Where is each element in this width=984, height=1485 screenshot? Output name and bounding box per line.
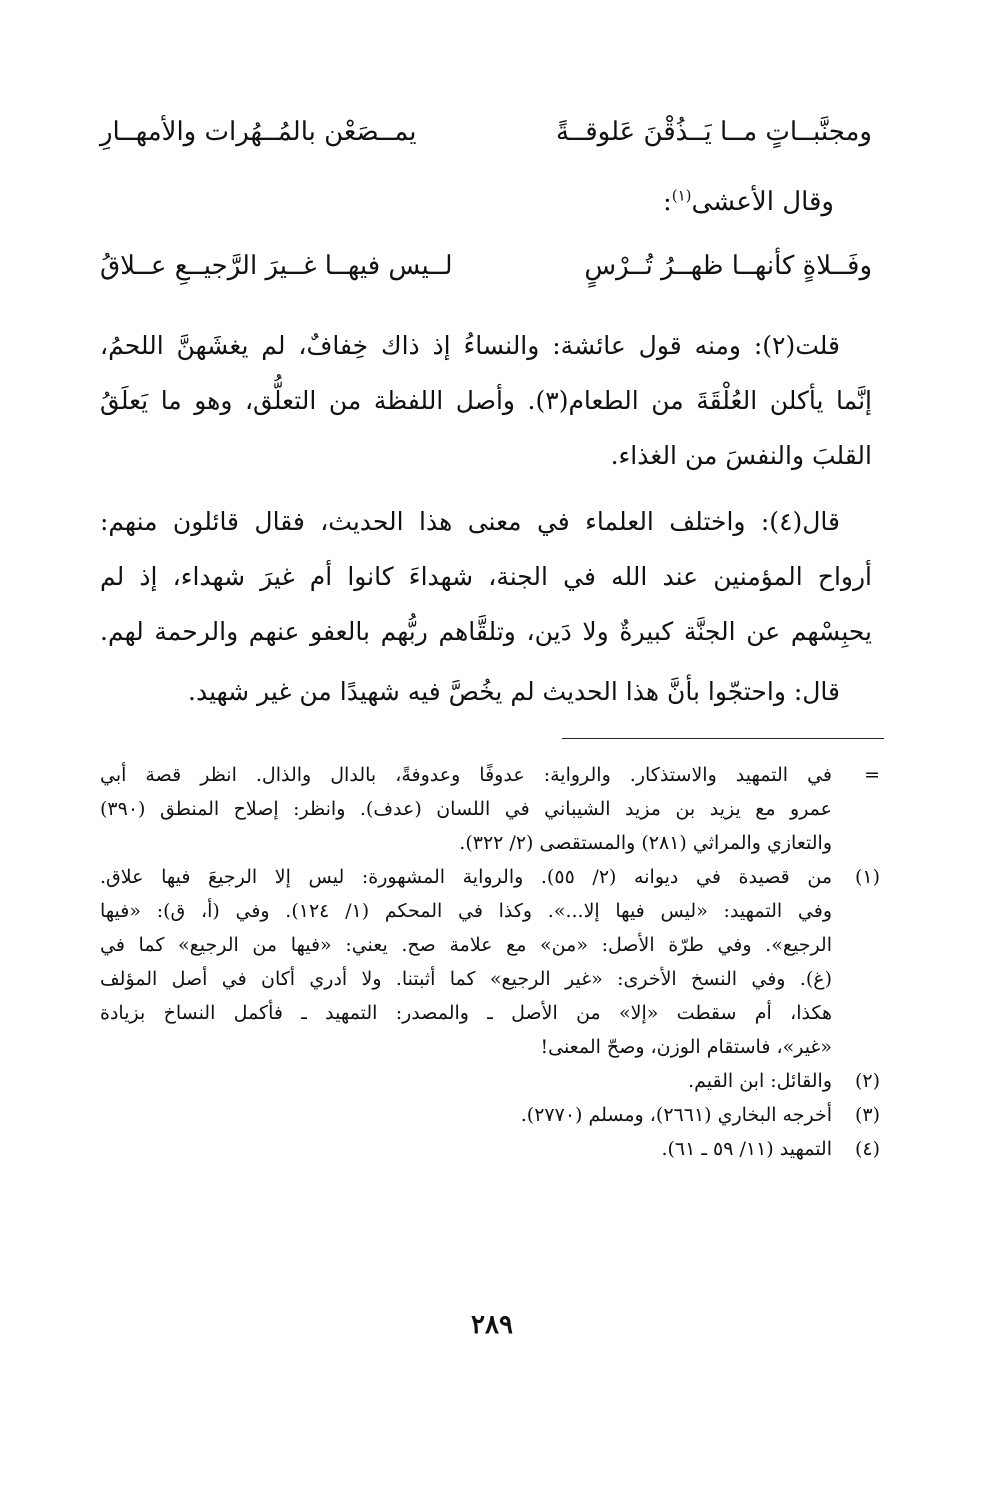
footnote-3 [100,1098,880,1132]
verse-1-second-hemistich: يمــصَعْن بالمُــهُرات والأمهــارِ [100,117,417,147]
verse-line-1 [100,112,872,152]
footnote-continuation-line-1: في التمهيد والاستذكار. والرواية: عدوفًا وعدوفةً، بالدال والذال. انظر قصة أبي [100,764,832,786]
paragraph-1 [100,318,872,483]
paragraph-2 [100,494,872,659]
paragraph-2-line-3: يحبِسْهم عن الجنَّة كبيرةٌ ولا دَين، وتلقَّاهم ربُّهم بالعفو عنهم والرحمة لهم. [100,617,872,646]
intro-colon: : [662,187,672,217]
footnotes [100,758,880,1166]
footnote-4-text [100,1132,832,1166]
footnote-3-line-1: أخرجه البخاري (٢٦٦١)، ومسلم (٢٧٧٠). [520,1104,832,1126]
footnote-separator [562,738,884,739]
intro-text: وقال الأعشى [691,187,834,217]
footnote-2-text [100,1064,832,1098]
footnote-1-line-3: الرجيع». وفي طرّة الأصل: «من» مع علامة صح. يعني: «فيها من الرجيع» كما في [100,934,832,956]
paragraph-3-line-1: قال: واحتجّوا بأنَّ هذا الحديث لم يخُصَّ فيه شهيدًا من غير شهيد. [188,677,840,706]
footnote-2-line-1: والقائل: ابن القيم. [688,1070,832,1092]
footnote-continuation-mark: = [864,764,880,786]
page-number: ٢٨٩ [471,1310,513,1340]
footnote-4-mark: (٤) [854,1138,880,1160]
verse-line-2 [100,246,872,286]
verse-2-first-hemistich: وفَــلاةٍ كأنهــا ظهــرُ تُــرْسٍ [584,251,872,281]
footnote-1-line-6: «غير»، فاستقام الوزن، وصحّ المعنى! [540,1036,832,1058]
footnote-1 [100,860,880,1064]
footnote-4-line-1: التمهيد (١١/ ٥٩ ـ ٦١). [661,1138,832,1160]
footnote-2 [100,1064,880,1098]
paragraph-2-line-1: قال(٤): واختلف العلماء في معنى هذا الحديث، فقال قائلون منهم: [100,507,840,536]
verse-2-second-hemistich: لــيس فيهــا غــيرَ الرَّجيــعِ عــلاقُ [100,251,453,281]
footnote-4 [100,1132,880,1166]
footnote-1-line-4: (غ). وفي النسخ الأخرى: «غير الرجيع» كما أثبتنا. ولا أدري أكان في أصل المؤلف [100,968,832,990]
paragraph-3 [100,664,872,719]
verse-1-first-hemistich: ومجنَّبــاتٍ مــا يَــذُقْنَ عَلوقــةً [556,117,872,147]
footnote-1-line-5: هكذا، أم سقطت «إلا» من الأصل ـ والمصدر: التمهيد ـ فأكمل النساخ بزيادة [100,1002,832,1024]
verse-2-introduction [663,182,834,222]
footnote-continuation-line-2: عمرو مع يزيد بن مزيد الشيباني في اللسان (عدف). وانظر: إصلاح المنطق (٣٩٠) [100,798,832,820]
footnote-continuation-line-3: والتعازي والمراثي (٢٨١) والمستقصى (٢/ ٣٢٢). [459,832,832,854]
paragraph-1-line-3: القلبَ والنفسَ من الغذاء. [610,441,872,470]
footnote-1-line-1: من قصيدة في ديوانه (٢/ ٥٥). والرواية المشهورة: ليس إلا الرجيعَ فيها علاق. [100,866,833,888]
footnote-2-mark: (٢) [854,1070,880,1092]
paragraph-1-line-2: إنَّما يأكلن العُلْقَةَ من الطعام(٣). وأصل اللفظة من التعلُّق، وهو ما يَعلَقُ [100,386,872,415]
footnote-continuation [100,758,880,860]
footnote-1-line-2: وفي التمهيد: «ليس فيها إلا...». وكذا في المحكم (١/ ١٢٤). وفي (أ، ق): «فيها [100,900,832,922]
paragraph-2-line-2: أرواح المؤمنين عند الله في الجنة، شهداءَ كانوا أم غيرَ شهداء، إذ لم [100,562,872,591]
footnote-3-text [100,1098,832,1132]
footnote-3-mark: (٣) [854,1104,880,1126]
footnote-1-mark: (١) [854,866,880,888]
footnote-ref-1: (١) [671,186,692,205]
footnote-continuation-text [100,758,832,860]
paragraph-1-line-1: قلت(٢): ومنه قول عائشة: والنساءُ إذ ذاك خِفافٌ، لم يغشَهنَّ اللحمُ، [100,331,840,360]
footnote-1-text [100,860,832,1064]
